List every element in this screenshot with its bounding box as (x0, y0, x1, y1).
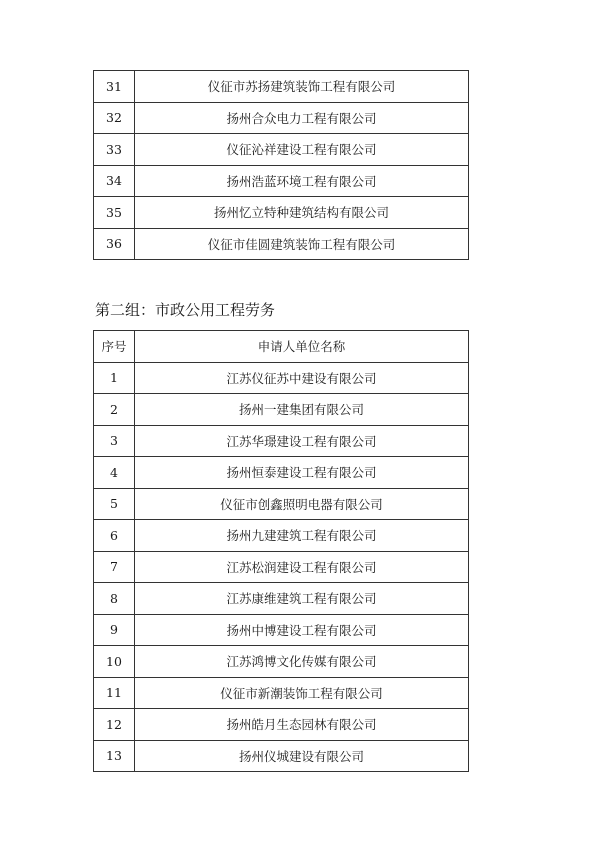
row-number: 13 (94, 740, 135, 772)
row-number: 31 (94, 71, 135, 103)
table-row (94, 425, 469, 457)
company-name: 江苏鸿博文化传媒有限公司 (135, 646, 469, 678)
row-number: 5 (94, 488, 135, 520)
table-row (94, 228, 469, 260)
table-row (94, 362, 469, 394)
row-number: 9 (94, 614, 135, 646)
table-row (94, 394, 469, 426)
company-name: 江苏华璟建设工程有限公司 (135, 425, 469, 457)
table-row (94, 677, 469, 709)
row-number: 32 (94, 102, 135, 134)
row-number: 3 (94, 425, 135, 457)
row-number: 34 (94, 165, 135, 197)
row-number: 33 (94, 134, 135, 166)
table-row (94, 165, 469, 197)
company-name: 扬州中博建设工程有限公司 (135, 614, 469, 646)
company-name: 扬州合众电力工程有限公司 (135, 102, 469, 134)
applicant-table-continued-body (94, 71, 469, 260)
table-row (94, 583, 469, 615)
company-name: 仪征沁祥建设工程有限公司 (135, 134, 469, 166)
header-company-name: 申请人单位名称 (135, 331, 469, 363)
table-row (94, 614, 469, 646)
group-2-title: 第二组：市政公用工程劳务 (95, 301, 276, 319)
applicant-table-group-2 (93, 330, 469, 772)
row-number: 6 (94, 520, 135, 552)
table-row (94, 488, 469, 520)
table-row (94, 520, 469, 552)
company-name: 江苏康维建筑工程有限公司 (135, 583, 469, 615)
company-name: 江苏松润建设工程有限公司 (135, 551, 469, 583)
table-header-row (94, 331, 469, 363)
company-name: 扬州皓月生态园林有限公司 (135, 709, 469, 741)
table-row (94, 102, 469, 134)
table-row (94, 197, 469, 229)
table-row (94, 740, 469, 772)
row-number: 12 (94, 709, 135, 741)
company-name: 仪征市苏扬建筑装饰工程有限公司 (135, 71, 469, 103)
table-row (94, 709, 469, 741)
row-number: 1 (94, 362, 135, 394)
row-number: 4 (94, 457, 135, 489)
row-number: 35 (94, 197, 135, 229)
table-row (94, 71, 469, 103)
company-name: 江苏仪征苏中建设有限公司 (135, 362, 469, 394)
company-name: 扬州浩蓝环境工程有限公司 (135, 165, 469, 197)
company-name: 扬州忆立特种建筑结构有限公司 (135, 197, 469, 229)
row-number: 10 (94, 646, 135, 678)
table-row (94, 551, 469, 583)
company-name: 扬州恒泰建设工程有限公司 (135, 457, 469, 489)
table-row (94, 134, 469, 166)
row-number: 36 (94, 228, 135, 260)
company-name: 扬州九建建筑工程有限公司 (135, 520, 469, 552)
row-number: 11 (94, 677, 135, 709)
row-number: 7 (94, 551, 135, 583)
applicant-table-continued (93, 70, 469, 260)
company-name: 扬州一建集团有限公司 (135, 394, 469, 426)
row-number: 8 (94, 583, 135, 615)
table-row (94, 646, 469, 678)
company-name: 仪征市新潮装饰工程有限公司 (135, 677, 469, 709)
company-name: 仪征市佳圆建筑装饰工程有限公司 (135, 228, 469, 260)
company-name: 仪征市创鑫照明电器有限公司 (135, 488, 469, 520)
table-row (94, 457, 469, 489)
company-name: 扬州仪城建设有限公司 (135, 740, 469, 772)
header-number: 序号 (94, 331, 135, 363)
row-number: 2 (94, 394, 135, 426)
